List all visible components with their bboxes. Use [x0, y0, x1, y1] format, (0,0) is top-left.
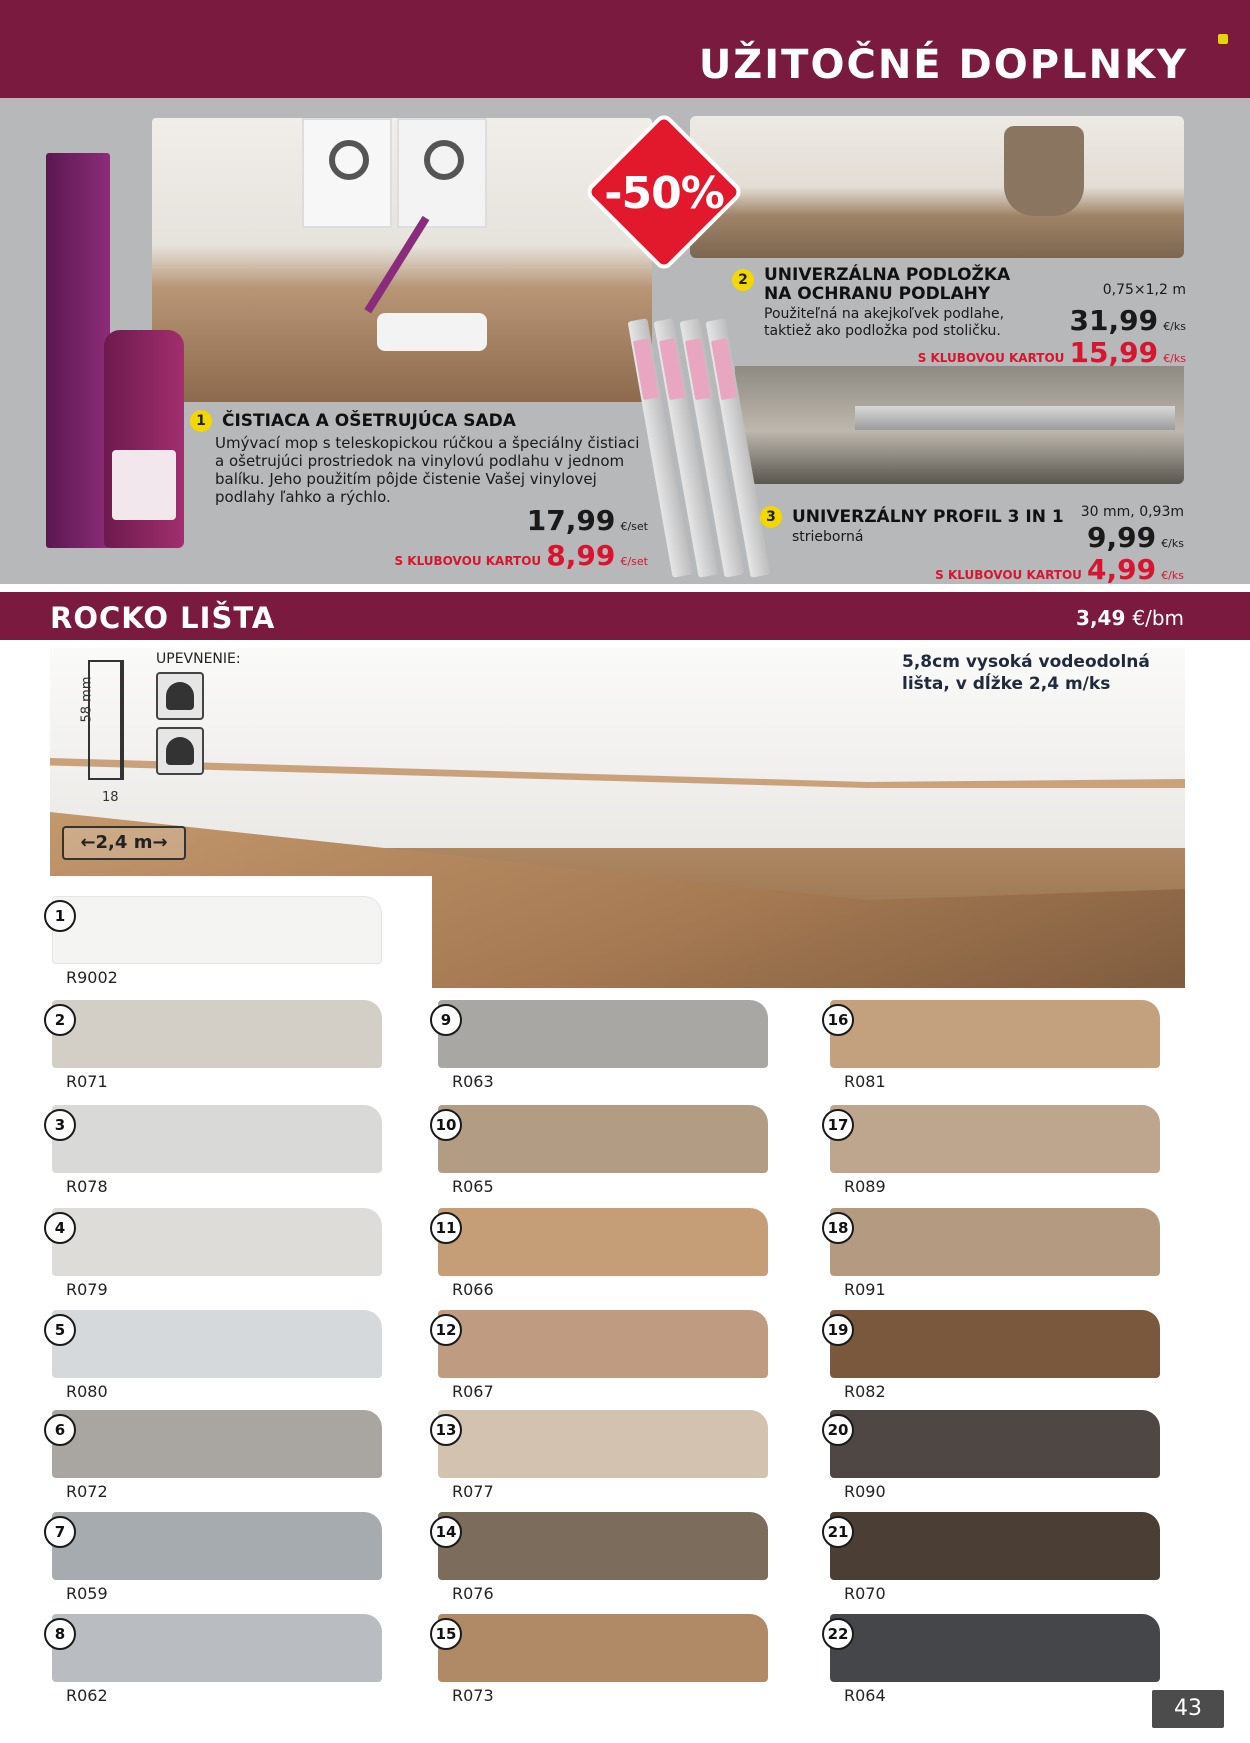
- swatch-color: [438, 1000, 768, 1068]
- swatch-color: [830, 1512, 1160, 1580]
- product-size: 0,75×1,2 m: [1102, 282, 1186, 298]
- swatch-item: 21 R070: [822, 1512, 1167, 1580]
- fixing-label: UPEVNENIE:: [156, 651, 241, 667]
- washer-image: [302, 118, 392, 228]
- product-number: 3: [760, 506, 782, 528]
- swatch-color: [438, 1310, 768, 1378]
- product-description: strieborná: [792, 529, 864, 545]
- swatch-item: 6 R072: [44, 1410, 389, 1478]
- product-size: 30 mm, 0,93m: [1080, 504, 1184, 520]
- cleaning-kit-box-image: [46, 153, 110, 548]
- swatch-color: [438, 1512, 768, 1580]
- profile-packages-image: [650, 318, 760, 580]
- swatch-item: 13 R077: [430, 1410, 775, 1478]
- swatch-item: 7 R059: [44, 1512, 389, 1580]
- swatch-color: [830, 1000, 1160, 1068]
- product-description: Umývací mop s teleskopickou rúčkou a špeciálny čistiaci a ošetrujúci prostriedok na vinylovú podlahu v jednom balíku. Jeho použitím pôjde čistenie Vašej vinylovej podlahy ľahko a rýchlo.: [215, 434, 640, 506]
- product-price: 31,99 €/ks: [1069, 304, 1186, 337]
- product-price: 17,99 €/set: [526, 504, 648, 537]
- swatch-item: 17 R089: [822, 1105, 1167, 1173]
- dimension-width: 18: [102, 790, 119, 805]
- swatch-item: 8 R062: [44, 1614, 389, 1682]
- swatch-color: [830, 1310, 1160, 1378]
- swatch-color: [52, 1614, 382, 1682]
- swatch-color: [438, 1208, 768, 1276]
- product-number: 1: [190, 410, 212, 432]
- swatch-item: 1 R9002: [44, 896, 389, 964]
- product-title: ČISTIACA A OŠETRUJÚCA SADA: [222, 411, 516, 431]
- club-price: S KLUBOVOU KARTOU 15,99 €/ks: [917, 336, 1186, 369]
- swatch-item: 14 R076: [430, 1512, 775, 1580]
- club-price: S KLUBOVOU KARTOU 8,99 €/set: [394, 539, 648, 572]
- swatch-item: 12 R067: [430, 1310, 775, 1378]
- swatch-item: 18 R091: [822, 1208, 1167, 1276]
- swatch-color: [830, 1105, 1160, 1173]
- swatch-color: [830, 1208, 1160, 1276]
- discount-badge: [585, 113, 743, 271]
- swatch-color: [52, 1208, 382, 1276]
- cleaner-bottle-image: [104, 330, 184, 548]
- swatch-color: [52, 1410, 382, 1478]
- mop-handle-image: [364, 216, 429, 314]
- swatch-color: [438, 1410, 768, 1478]
- swatch-color: [830, 1614, 1160, 1682]
- swatch-color: [52, 1000, 382, 1068]
- product-price: 9,99 €/ks: [1087, 521, 1184, 554]
- page-number: 43: [1152, 1690, 1224, 1728]
- product-title: UNIVERZÁLNY PROFIL 3 IN 1: [792, 507, 1064, 527]
- page-title: UŽITOČNÉ DOPLNKY: [698, 42, 1188, 88]
- swatch-item: 10 R065: [430, 1105, 775, 1173]
- swatch-color: [438, 1614, 768, 1682]
- swatch-item: 9 R063: [430, 1000, 775, 1068]
- mop-head-image: [377, 313, 487, 351]
- swatch-color: [52, 1512, 382, 1580]
- swatch-item: 2 R071: [44, 1000, 389, 1068]
- mop-photo: [152, 118, 652, 402]
- swatch-item: 20 R090: [822, 1410, 1167, 1478]
- glue-icon: [156, 672, 204, 720]
- swatch-item: 19 R082: [822, 1310, 1167, 1378]
- discount-text: -50%: [604, 168, 724, 219]
- dimension-height: 58 mm: [79, 676, 95, 723]
- product-title: UNIVERZÁLNA PODLOŽKA NA OCHRANU PODLAHY: [764, 265, 1011, 304]
- swatch-item: 3 R078: [44, 1105, 389, 1173]
- swatch-color: [438, 1105, 768, 1173]
- swatch-item: 15 R073: [430, 1614, 775, 1682]
- section-title: ROCKO LIŠTA: [50, 601, 276, 635]
- product-description: Použiteľná na akejkoľvek podlahe, taktiež ako podložka pod stoličku.: [764, 306, 1005, 339]
- logo-mark-icon: [1218, 34, 1228, 44]
- swatch-item: 5 R080: [44, 1310, 389, 1378]
- dryer-image: [397, 118, 487, 228]
- swatch-color: [830, 1410, 1160, 1478]
- swatch-item: 4 R079: [44, 1208, 389, 1276]
- swatch-color: [52, 1105, 382, 1173]
- swatch-color: [52, 1310, 382, 1378]
- product-note: 5,8cm vysoká vodeodolná lišta, v dĺžke 2,4 m/ks: [902, 652, 1150, 694]
- swatch-color: [52, 896, 382, 964]
- swatch-item: 22 R064: [822, 1614, 1167, 1682]
- product-number: 2: [732, 269, 754, 291]
- floor-mat-photo: [690, 116, 1184, 258]
- transition-profile-photo: [735, 366, 1184, 484]
- drill-icon: [156, 727, 204, 775]
- section-price: 3,49 €/bm: [1076, 606, 1184, 630]
- club-price: S KLUBOVOU KARTOU 4,99 €/ks: [935, 553, 1184, 586]
- swatch-item: 16 R081: [822, 1000, 1167, 1068]
- swatch-item: 11 R066: [430, 1208, 775, 1276]
- dimension-length: ←2,4 m→: [62, 826, 186, 860]
